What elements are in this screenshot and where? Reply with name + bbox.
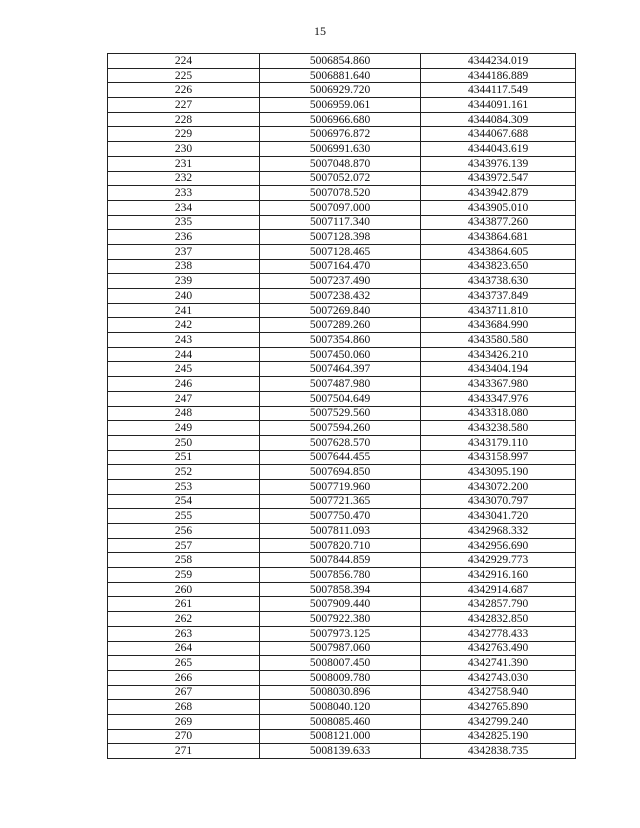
point-number-cell: 246	[108, 377, 260, 392]
point-number-cell: 240	[108, 289, 260, 304]
table-row	[108, 450, 576, 465]
y-coordinate-cell: 4342743.030	[421, 670, 576, 685]
point-number-cell: 268	[108, 700, 260, 715]
table-row	[108, 215, 576, 230]
table-row	[108, 421, 576, 436]
y-coordinate-cell: 4342758.940	[421, 685, 576, 700]
table-row	[108, 553, 576, 568]
point-number-cell: 243	[108, 333, 260, 348]
table-row	[108, 186, 576, 201]
table-row	[108, 612, 576, 627]
table-row	[108, 98, 576, 113]
table-row	[108, 112, 576, 127]
point-number-cell: 248	[108, 406, 260, 421]
table-row	[108, 406, 576, 421]
point-number-cell: 230	[108, 142, 260, 157]
point-number-cell: 265	[108, 656, 260, 671]
y-coordinate-cell: 4342825.190	[421, 729, 576, 744]
table-row	[108, 200, 576, 215]
point-number-cell: 264	[108, 641, 260, 656]
table-row	[108, 538, 576, 553]
y-coordinate-cell: 4343318.080	[421, 406, 576, 421]
point-number-cell: 225	[108, 68, 260, 83]
table-row	[108, 274, 576, 289]
point-number-cell: 249	[108, 421, 260, 436]
point-number-cell: 241	[108, 303, 260, 318]
point-number-cell: 257	[108, 538, 260, 553]
y-coordinate-cell: 4343905.010	[421, 200, 576, 215]
x-coordinate-cell: 5007354.860	[260, 333, 421, 348]
point-number-cell: 242	[108, 318, 260, 333]
point-number-cell: 263	[108, 626, 260, 641]
x-coordinate-cell: 5007117.340	[260, 215, 421, 230]
point-number-cell: 229	[108, 127, 260, 142]
y-coordinate-cell: 4342832.850	[421, 612, 576, 627]
table-row	[108, 289, 576, 304]
y-coordinate-cell: 4343864.681	[421, 230, 576, 245]
y-coordinate-cell: 4343976.139	[421, 156, 576, 171]
point-number-cell: 271	[108, 744, 260, 759]
y-coordinate-cell: 4343179.110	[421, 435, 576, 450]
x-coordinate-cell: 5007750.470	[260, 509, 421, 524]
table-row	[108, 259, 576, 274]
x-coordinate-cell: 5007450.060	[260, 347, 421, 362]
table-row	[108, 347, 576, 362]
table-row	[108, 83, 576, 98]
x-coordinate-cell: 5007048.870	[260, 156, 421, 171]
y-coordinate-cell: 4343367.980	[421, 377, 576, 392]
x-coordinate-cell: 5007858.394	[260, 582, 421, 597]
y-coordinate-cell: 4344043.619	[421, 142, 576, 157]
table-row	[108, 171, 576, 186]
x-coordinate-cell: 5007721.365	[260, 494, 421, 509]
point-number-cell: 245	[108, 362, 260, 377]
point-number-cell: 251	[108, 450, 260, 465]
y-coordinate-cell: 4343347.976	[421, 391, 576, 406]
x-coordinate-cell: 5006881.640	[260, 68, 421, 83]
y-coordinate-cell: 4343738.630	[421, 274, 576, 289]
table-row	[108, 509, 576, 524]
x-coordinate-cell: 5007973.125	[260, 626, 421, 641]
y-coordinate-cell: 4342857.790	[421, 597, 576, 612]
point-number-cell: 237	[108, 244, 260, 259]
x-coordinate-cell: 5007987.060	[260, 641, 421, 656]
table-row	[108, 156, 576, 171]
table-row	[108, 700, 576, 715]
table-row	[108, 582, 576, 597]
y-coordinate-cell: 4343070.797	[421, 494, 576, 509]
y-coordinate-cell: 4343426.210	[421, 347, 576, 362]
table-row	[108, 377, 576, 392]
y-coordinate-cell: 4344186.889	[421, 68, 576, 83]
point-number-cell: 250	[108, 435, 260, 450]
x-coordinate-cell: 5007820.710	[260, 538, 421, 553]
x-coordinate-cell: 5008040.120	[260, 700, 421, 715]
y-coordinate-cell: 4344091.161	[421, 98, 576, 113]
x-coordinate-cell: 5007909.440	[260, 597, 421, 612]
point-number-cell: 267	[108, 685, 260, 700]
x-coordinate-cell: 5006929.720	[260, 83, 421, 98]
table-row	[108, 127, 576, 142]
x-coordinate-cell: 5007529.560	[260, 406, 421, 421]
x-coordinate-cell: 5007464.397	[260, 362, 421, 377]
x-coordinate-cell: 5007237.490	[260, 274, 421, 289]
x-coordinate-cell: 5008121.000	[260, 729, 421, 744]
y-coordinate-cell: 4343095.190	[421, 465, 576, 480]
x-coordinate-cell: 5007269.840	[260, 303, 421, 318]
table-row	[108, 568, 576, 583]
point-number-cell: 262	[108, 612, 260, 627]
table-row	[108, 244, 576, 259]
y-coordinate-cell: 4343711.810	[421, 303, 576, 318]
x-coordinate-cell: 5007694.850	[260, 465, 421, 480]
point-number-cell: 236	[108, 230, 260, 245]
point-number-cell: 260	[108, 582, 260, 597]
x-coordinate-cell: 5007238.432	[260, 289, 421, 304]
point-number-cell: 259	[108, 568, 260, 583]
y-coordinate-cell: 4342763.490	[421, 641, 576, 656]
point-number-cell: 227	[108, 98, 260, 113]
y-coordinate-cell: 4343864.605	[421, 244, 576, 259]
x-coordinate-cell: 5007504.649	[260, 391, 421, 406]
table-row	[108, 597, 576, 612]
x-coordinate-cell: 5007628.570	[260, 435, 421, 450]
y-coordinate-cell: 4342968.332	[421, 524, 576, 539]
table-row	[108, 641, 576, 656]
point-number-cell: 231	[108, 156, 260, 171]
y-coordinate-cell: 4342916.160	[421, 568, 576, 583]
x-coordinate-cell: 5008009.780	[260, 670, 421, 685]
table-row	[108, 656, 576, 671]
y-coordinate-cell: 4343972.547	[421, 171, 576, 186]
table-row	[108, 685, 576, 700]
point-number-cell: 234	[108, 200, 260, 215]
y-coordinate-cell: 4343684.990	[421, 318, 576, 333]
table-row	[108, 626, 576, 641]
point-number-cell: 228	[108, 112, 260, 127]
x-coordinate-cell: 5006854.860	[260, 54, 421, 69]
x-coordinate-cell: 5007097.000	[260, 200, 421, 215]
point-number-cell: 224	[108, 54, 260, 69]
table-row	[108, 68, 576, 83]
y-coordinate-cell: 4344067.688	[421, 127, 576, 142]
x-coordinate-cell: 5007594.260	[260, 421, 421, 436]
y-coordinate-cell: 4344084.309	[421, 112, 576, 127]
point-number-cell: 252	[108, 465, 260, 480]
point-number-cell: 256	[108, 524, 260, 539]
y-coordinate-cell: 4342778.433	[421, 626, 576, 641]
y-coordinate-cell: 4342799.240	[421, 714, 576, 729]
x-coordinate-cell: 5007719.960	[260, 479, 421, 494]
page-number: 15	[314, 24, 326, 38]
point-number-cell: 254	[108, 494, 260, 509]
y-coordinate-cell: 4342838.735	[421, 744, 576, 759]
y-coordinate-cell: 4343158.997	[421, 450, 576, 465]
table-row	[108, 435, 576, 450]
x-coordinate-cell: 5006966.680	[260, 112, 421, 127]
table-row	[108, 391, 576, 406]
x-coordinate-cell: 5008007.450	[260, 656, 421, 671]
x-coordinate-cell: 5007811.093	[260, 524, 421, 539]
table-row	[108, 729, 576, 744]
x-coordinate-cell: 5006991.630	[260, 142, 421, 157]
x-coordinate-cell: 5007128.465	[260, 244, 421, 259]
y-coordinate-cell: 4344234.019	[421, 54, 576, 69]
coordinates-table-body	[108, 54, 576, 759]
y-coordinate-cell: 4343238.580	[421, 421, 576, 436]
x-coordinate-cell: 5008139.633	[260, 744, 421, 759]
point-number-cell: 232	[108, 171, 260, 186]
point-number-cell: 226	[108, 83, 260, 98]
x-coordinate-cell: 5007922.380	[260, 612, 421, 627]
y-coordinate-cell: 4343041.720	[421, 509, 576, 524]
x-coordinate-cell: 5007856.780	[260, 568, 421, 583]
x-coordinate-cell: 5007844.859	[260, 553, 421, 568]
table-row	[108, 54, 576, 69]
x-coordinate-cell: 5007052.072	[260, 171, 421, 186]
point-number-cell: 269	[108, 714, 260, 729]
table-row	[108, 494, 576, 509]
point-number-cell: 238	[108, 259, 260, 274]
point-number-cell: 247	[108, 391, 260, 406]
x-coordinate-cell: 5007078.520	[260, 186, 421, 201]
point-number-cell: 255	[108, 509, 260, 524]
x-coordinate-cell: 5006976.872	[260, 127, 421, 142]
table-row	[108, 362, 576, 377]
y-coordinate-cell: 4343404.194	[421, 362, 576, 377]
table-row	[108, 303, 576, 318]
table-row	[108, 465, 576, 480]
x-coordinate-cell: 5008030.896	[260, 685, 421, 700]
x-coordinate-cell: 5007644.455	[260, 450, 421, 465]
y-coordinate-cell: 4343877.260	[421, 215, 576, 230]
x-coordinate-cell: 5007164.470	[260, 259, 421, 274]
y-coordinate-cell: 4342929.773	[421, 553, 576, 568]
x-coordinate-cell: 5007128.398	[260, 230, 421, 245]
point-number-cell: 261	[108, 597, 260, 612]
point-number-cell: 239	[108, 274, 260, 289]
y-coordinate-cell: 4343580.580	[421, 333, 576, 348]
point-number-cell: 233	[108, 186, 260, 201]
point-number-cell: 258	[108, 553, 260, 568]
table-row	[108, 670, 576, 685]
y-coordinate-cell: 4343942.879	[421, 186, 576, 201]
point-number-cell: 270	[108, 729, 260, 744]
y-coordinate-cell: 4342741.390	[421, 656, 576, 671]
point-number-cell: 235	[108, 215, 260, 230]
x-coordinate-cell: 5008085.460	[260, 714, 421, 729]
table-row	[108, 230, 576, 245]
y-coordinate-cell: 4343072.200	[421, 479, 576, 494]
table-row	[108, 333, 576, 348]
table-row	[108, 318, 576, 333]
point-number-cell: 266	[108, 670, 260, 685]
point-number-cell: 253	[108, 479, 260, 494]
table-row	[108, 142, 576, 157]
x-coordinate-cell: 5006959.061	[260, 98, 421, 113]
y-coordinate-cell: 4343823.650	[421, 259, 576, 274]
y-coordinate-cell: 4342765.890	[421, 700, 576, 715]
table-row	[108, 714, 576, 729]
y-coordinate-cell: 4342956.690	[421, 538, 576, 553]
y-coordinate-cell: 4344117.549	[421, 83, 576, 98]
coordinates-table	[107, 53, 576, 759]
table-row	[108, 524, 576, 539]
x-coordinate-cell: 5007487.980	[260, 377, 421, 392]
point-number-cell: 244	[108, 347, 260, 362]
table-row	[108, 479, 576, 494]
y-coordinate-cell: 4342914.687	[421, 582, 576, 597]
y-coordinate-cell: 4343737.849	[421, 289, 576, 304]
x-coordinate-cell: 5007289.260	[260, 318, 421, 333]
table-row	[108, 744, 576, 759]
